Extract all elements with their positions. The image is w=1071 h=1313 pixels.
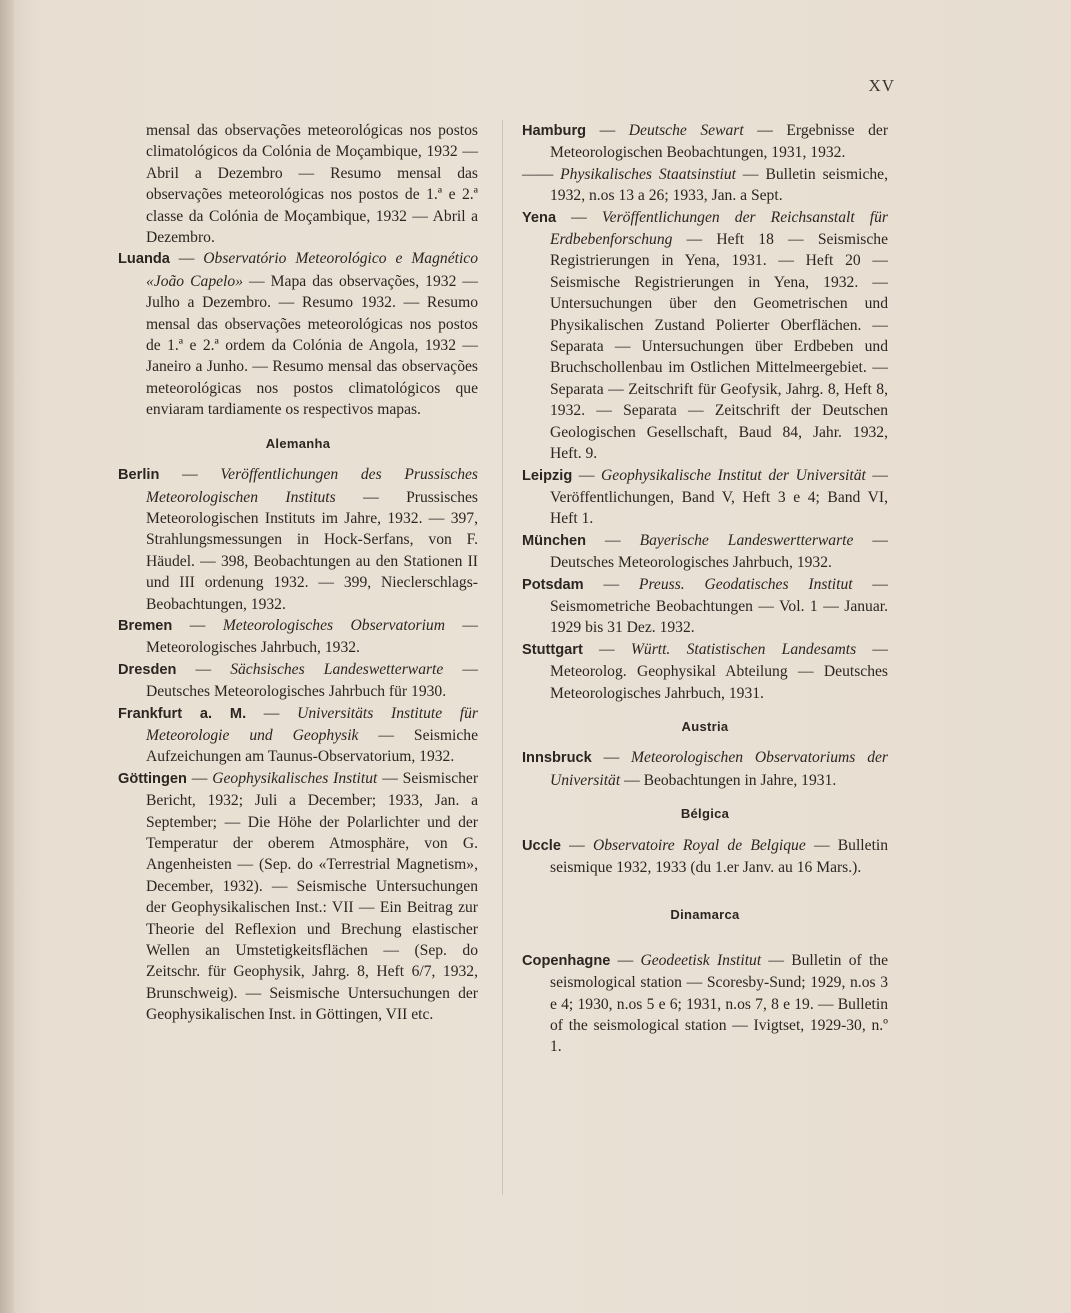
entry-name: Göttingen xyxy=(118,770,187,787)
entry-name: Leipzig xyxy=(522,467,573,484)
entry-name: Innsbruck xyxy=(522,750,592,767)
entry-institution: Universitäts Institute für Meteorologie und Geophysik xyxy=(146,704,479,744)
entry-institution: Observatoire Royal de Belgique xyxy=(592,836,806,854)
entry-text: Mapa das observações, 1932 — Julho a Dezembro. — Resumo 1932. — Resumo mensal das observações meteorológicas nos postos de 1.ª e 2.ª ordem da Colónia de Angola, 1932 — Janeiro a Junho. — Resumo mensal das observações meteorológicas nos postos climatológicos que enviaram tardiamente os respectivos mapas. xyxy=(146,272,478,419)
entry-name: Frankfurt a. M. xyxy=(118,705,247,722)
entry-copenhagne: Copenhagne — Geodeetisk Institut — Bulletin of the seismological station — Scoresby-Sund; 1929, n.os 3 e 4; 1930, n.os 5 e 6; 1931, n.os 7, 8 e 19. — Bulletin of the seismological station — Ivigtset, 1929-30, n.º 1. xyxy=(522,951,889,1056)
entry-text: Seismischer Bericht, 1932; Juli a December; 1933, Jan. a September; — Die Höhe der Polarlichter und der Temperatur der oberem Atmosphäre, von G. Angenheisten — (Sep. do «Terrestrial Magnetism», December, 1932). — Seismische Untersuchungen der Geophysikalischen Inst.: VII — Ein Beitrag zur Theorie del Reflexion und Brechung elastischer Wellen an Umstetigkeitsflächen — (Sep. do Zeitschr. für Geophysik, Jahrg. 8, Heft 6/7, 1932, Brunschweig). — Seismische Untersuchungen der Geophysikalischen Inst. in Göttingen, VII etc. xyxy=(146,769,479,1024)
entry-institution: Meteorologisches Observatorium xyxy=(222,616,445,634)
entry-name: Yena xyxy=(522,209,557,226)
entry-institution: Sächsisches Landeswetterwarte xyxy=(230,660,444,678)
section-heading-belgica: Bélgica xyxy=(680,806,730,822)
entry-text: Heft 18 — Seismische Registrierungen in Yena, 1931. — Heft 20 — Seismische Registrierungen in Yena, 1932. — Untersuchungen über den Geometrischen und Physikalischen Zustand Polierter Oberflächen. — Separata — Untersuchungen über Erdbeben und Bruchschollenbau im Ostlichen Mittelmeergebiet. — Separata — Zeitschrift für Geofysik, Jahrg. 8, Heft 8, 1932. — Separata — Zeitschrift der Deutschen Geologischen Gesellschaft, Baud 84, Jahr. 1932, Heft. 9. xyxy=(550,231,888,463)
entry-stuttgart: Stuttgart — Württ. Statistischen Landesamts — Meteorolog. Geophysikal Abteilung — Deutsches Meteorologisches Jahrbuch, 1931. xyxy=(522,640,889,702)
entry-munchen: München — Bayerische Landeswertterwarte — Deutsches Meteorologisches Jahrbuch, 1932. xyxy=(522,531,888,572)
right-column xyxy=(522,120,888,1058)
entry-institution: Geophysikalische Institut der Universität xyxy=(601,466,866,484)
entry-institution: Veröffentlichungen der Reichsanstalt für Erdbebenforschung xyxy=(550,208,889,249)
entry-name: Stuttgart xyxy=(522,641,583,658)
entry-institution: Physikalisches Staatsinstiut xyxy=(560,165,736,183)
entry-institution: Veröffentlichungen des Prussisches Meteorologischen Instituts xyxy=(146,466,479,506)
page-number: XV xyxy=(868,76,895,95)
entry-name: Berlin xyxy=(118,467,160,484)
entry-potsdam: Potsdam — Preuss. Geodatisches Institut — Seismometriche Beobachtungen — Vol. 1 — Januar. 1929 bis 31 Dez. 1932. xyxy=(522,575,889,637)
entry-name: Uccle xyxy=(522,837,561,854)
entry-luanda: Luanda — Observatório Meteorológico e Magnético «João Capelo» — Mapa das observações, 1932 — Julho a Dezembro. — Resumo 1932. — Resumo mensal das observações meteorológicas nos postos de 1.ª e 2.ª ordem da Colónia de Angola, 1932 — Janeiro a Junho. — Resumo mensal das observações meteorológicas nos postos climatológicos que enviaram tardiamente os respectivos mapas. xyxy=(118,250,479,419)
entry-name: Copenhagne xyxy=(522,952,611,969)
entry-name: Bremen xyxy=(118,617,173,634)
entry-institution: Observatório Meteorológico e Magnético «João Capelo» xyxy=(146,250,479,290)
entry-text: Bulletin of the seismological station — Scoresby-Sund; 1929, n.os 3 e 4; 1930, n.os 5 e 6; 1931, n.os 7, 8 e 19. — Bulletin of the seismological station — Ivigtset, 1929-30, n.º 1. xyxy=(550,951,889,1056)
entry-text: Seismiche Aufzeichungen am Taunus-Observatorium, 1932. xyxy=(146,726,478,766)
entry-name: Dresden xyxy=(118,661,177,678)
entry-text: Prussisches Meteorologischen Instituts im Jahre, 1932. — 397, Strahlungsmessungen in Hock-Serfans, von F. Häudel. — 398, Beobachtungen au den Stationen II und III ordenung 1932. — 399, Nieclerschlags-Beobachtungen, 1932. xyxy=(146,488,478,613)
entry-name: Hamburg xyxy=(522,123,587,139)
entry-innsbruck: Innsbruck — Meteorologischen Observatoriums der Universität — Beobachtungen in Jahre, 1931. xyxy=(522,749,889,789)
page-binding-shadow xyxy=(0,0,14,1313)
entry-name: Potsdam xyxy=(522,576,584,593)
spacer xyxy=(522,936,888,950)
entry-institution: Geodeetisk Institut xyxy=(640,951,762,969)
entry-institution: Deutsche Sewart xyxy=(628,122,744,139)
entry-berlin: Berlin — Veröffentlichungen des Prussisches Meteorologischen Instituts — Prussisches Meteorologischen Instituts im Jahre, 1932. — 397, Strahlungsmessungen in Hock-Serfans, von F. Häudel. — 398, Beobachtungen au den Stationen II und III ordenung 1932. — 399, Nieclerschlags-Beobachtungen, 1932. xyxy=(118,466,479,613)
section-heading-dinamarca: Dinamarca xyxy=(670,907,740,923)
entry-text: Ergebnisse der Meteorologischen Beobachtungen, 1931, 1932. xyxy=(550,122,889,162)
entry-gottingen: Göttingen — Geophysikalisches Institut — Seismischer Bericht, 1932; Juli a December; 1933, Jan. a September; — Die Höhe der Polarlichter und der Temperatur der oberem Atmosphäre, von G. Angenheisten — (Sep. do «Terrestrial Magnetism», December, 1932). — Seismische Untersuchungen der Geophysikalischen Inst.: VII — Ein Beitrag zur Theorie del Reflexion und Brechung elastischer Wellen an Umstetigkeitsflächen — (Sep. do Zeitschr. für Geophysik, Jahrg. 8, Heft 6/7, 1932, Brunschweig). — Seismische Untersuchungen der Geophysikalischen Inst. in Göttingen, VII etc. xyxy=(118,769,479,1024)
continuation-paragraph: mensal das observações meteorológicas nos postos climatológicos da Colónia de Moçambique, 1932 — Abril a Dezembro — Resumo mensal das observações meteorológicas nos postos de 1.ª e 2.ª classe da Colónia de Moçambique, 1932 — Abril a Dezembro. xyxy=(146,122,478,247)
entry-text: Meteorolog. Geophysikal Abteilung — Deutsches Meteorologisches Jahrbuch, 1931. xyxy=(550,663,888,702)
entry-hamburg: Hamburg — Deutsche Sewart — Ergebnisse der Meteorologischen Beobachtungen, 1931, 1932. xyxy=(522,122,889,162)
entry-name: München xyxy=(522,532,587,549)
entry-yena: Yena — Veröffentlichungen der Reichsanstalt für Erdbebenforschung — Heft 18 — Seismische Registrierungen in Yena, 1931. — Heft 20 — Seismische Registrierungen in Yena, 1932. — Untersuchungen über den Geometrischen und Physikalischen Zustand Polierter Oberflächen. — Separata — Untersuchungen über Erdbeben und Bruchschollenbau im Ostlichen Mittelmeergebiet. — Separata — Zeitschrift für Geofysik, Jahrg. 8, Heft 8, 1932. — Separata — Zeitschrift der Deutschen Geologischen Gesellschaft, Baud 84, Jahr. 1932, Heft. 9. xyxy=(522,208,889,463)
entry-text: Bulletin seismique 1932, 1933 (du 1.er Janv. au 16 Mars.). xyxy=(550,836,889,876)
entry-leipzig: Leipzig — Geophysikalische Institut der Universität — Veröffentlichungen, Band V, Heft 3 e 4; Band VI, Heft 1. xyxy=(522,466,889,528)
entry-text: Deutsches Meteorologisches Jahrbuch für 1930. xyxy=(146,683,447,701)
section-heading-austria: Austria xyxy=(681,718,729,734)
entry-institution: Bayerische Landeswertterwarte xyxy=(639,531,854,549)
entry-text: Meteorologisches Jahrbuch, 1932. xyxy=(146,639,360,657)
spacer xyxy=(522,878,888,892)
entry-text: Veröffentlichungen, Band V, Heft 3 e 4; Band VI, Heft 1. xyxy=(550,488,888,528)
entry-frankfurt: Frankfurt a. M. — Universitäts Institute für Meteorologie und Geophysik — Seismiche Aufzeichungen am Taunus-Observatorium, 1932. xyxy=(118,704,479,766)
entry-hamburg-physikalisches: —— Physikalisches Staatsinstiut — Bulletin seismiche, 1932, n.os 13 a 26; 1933, Jan. a Sept. xyxy=(522,165,888,205)
entry-institution: Geophysikalisches Institut xyxy=(212,769,378,787)
entry-uccle: Uccle — Observatoire Royal de Belgique — Bulletin seismique 1932, 1933 (du 1.er Janv. au 16 Mars.). xyxy=(522,836,889,876)
left-column xyxy=(118,120,478,1026)
entry-text: Bulletin seismiche, 1932, n.os 13 a 26; 1933, Jan. a Sept. xyxy=(550,165,888,205)
entry-name: Luanda xyxy=(118,251,170,268)
entry-dresden: Dresden — Sächsisches Landeswetterwarte — Deutsches Meteorologisches Jahrbuch für 1930. xyxy=(118,660,479,701)
entry-text: Deutsches Meteorologisches Jahrbuch, 1932. xyxy=(550,554,832,572)
entry-institution: Meteorologischen Observatoriums der Universität xyxy=(550,749,889,789)
entry-institution: Württ. Statistischen Landesamts xyxy=(630,640,857,658)
section-heading-alemanha: Alemanha xyxy=(265,435,331,451)
entry-text: Beobachtungen in Jahre, 1931. xyxy=(643,771,837,789)
column-divider xyxy=(502,120,503,1195)
entry-text: Seismometriche Beobachtungen — Vol. 1 — Januar. 1929 bis 31 Dez. 1932. xyxy=(550,597,888,637)
entry-bremen: Bremen — Meteorologisches Observatorium — Meteorologisches Jahrbuch, 1932. xyxy=(118,616,478,657)
entry-institution: Preuss. Geodatisches Institut xyxy=(638,575,853,593)
